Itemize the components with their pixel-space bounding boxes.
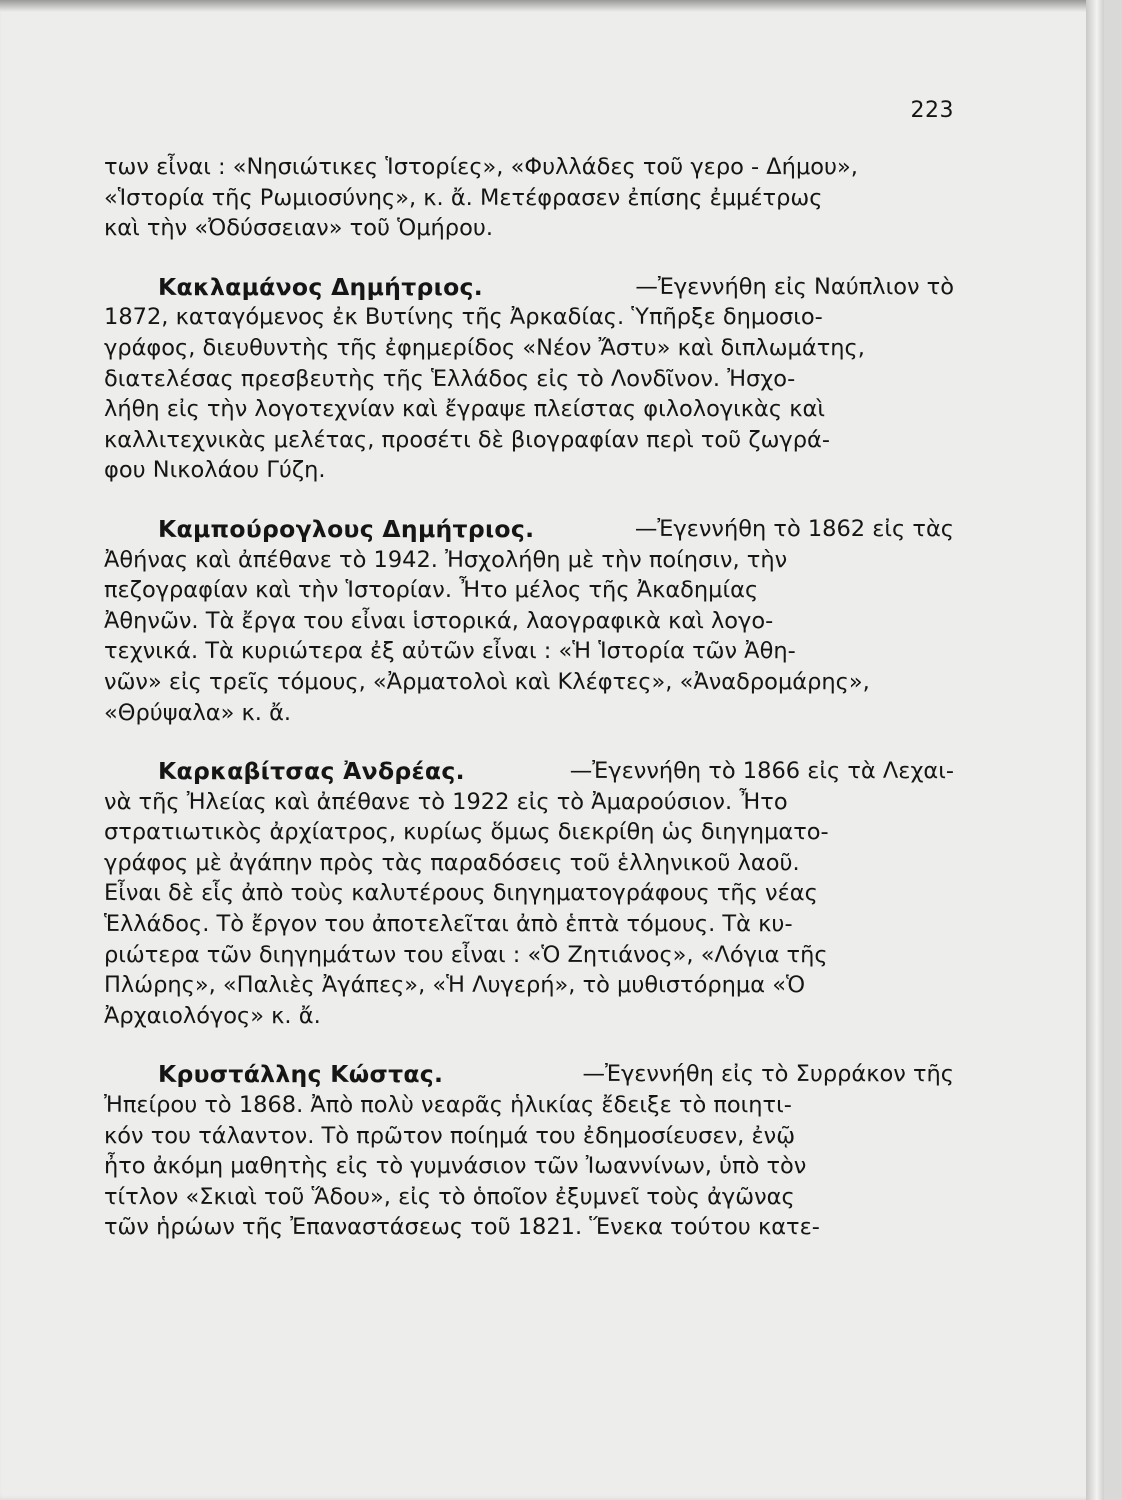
text-line: γράφος, διευθυντὴς τῆς ἐφημερίδος «Νέον Ἄστυ» καὶ διπλωμάτης, bbox=[104, 334, 865, 361]
text-line: Ἠπείρου τὸ 1868. Ἀπὸ πολὺ νεαρᾶς ἡλικίας ἔδειξε τὸ ποιητι- bbox=[104, 1092, 792, 1119]
text-line: Ἀρχαιολόγος» κ. ἄ. bbox=[104, 1002, 321, 1029]
entry-heading: Κακλαμάνος Δημήτριος. bbox=[158, 272, 483, 301]
entry-first-line bbox=[104, 272, 954, 303]
entry-heading: Καμπούρογλους Δημήτριος. bbox=[158, 514, 535, 543]
page-edge-shadow bbox=[1086, 0, 1104, 1500]
text-line: ριώτερα τῶν διηγημάτων του εἶναι : «Ὁ Ζητιάνος», «Λόγια τῆς bbox=[104, 941, 828, 968]
entry-first-line bbox=[104, 756, 954, 787]
text-line: 1872, καταγόμενος ἐκ Βυτίνης τῆς Ἀρκαδίας. Ὑπῆρξε δημοσιο- bbox=[104, 304, 823, 331]
text-segment: —Ἐγεννήθη εἰς τὸ Συρράκον τῆς bbox=[582, 1061, 954, 1088]
text-line: Πλώρης», «Παλιὲς Ἀγάπες», «Ἡ Λυγερή», τὸ μυθιστόρημα «Ὁ bbox=[104, 972, 806, 999]
text-line: φου Νικολάου Γύζη. bbox=[104, 457, 326, 484]
text-line: «Ἱστορία τῆς Ρωμιοσύνης», κ. ἄ. Μετέφρασεν ἐπίσης ἐμμέτρως bbox=[104, 184, 823, 211]
text-line: γράφος μὲ ἀγάπην πρὸς τὰς παραδόσεις τοῦ ἑλληνικοῦ λαοῦ. bbox=[104, 849, 800, 876]
text-line: τεχνικά. Τὰ κυριώτερα ἐξ αὐτῶν εἶναι : «Ἡ Ἱστορία τῶν Ἀθη- bbox=[104, 638, 796, 665]
text-line: πεζογραφίαν καὶ τὴν Ἱστορίαν. Ἦτο μέλος τῆς Ἀκαδημίας bbox=[104, 577, 759, 604]
text-line: στρατιωτικὸς ἀρχίατρος, κυρίως ὅμως διεκρίθη ὡς διηγηματο- bbox=[104, 819, 829, 846]
text-segment: —Ἐγεννήθη εἰς Ναύπλιον τὸ bbox=[635, 273, 954, 300]
text-line: διατελέσας πρεσβευτὴς τῆς Ἑλλάδος εἰς τὸ Λονδῖνον. Ἠσχο- bbox=[104, 365, 796, 392]
entry-kaklamanos bbox=[104, 272, 954, 486]
text-line: καλλιτεχνικὰς μελέτας, προσέτι δὲ βιογραφίαν περὶ τοῦ ζωγρά- bbox=[104, 426, 830, 453]
entry-kambouroglous bbox=[104, 514, 954, 728]
entry-krystallis bbox=[104, 1059, 954, 1243]
page-top-shadow bbox=[0, 0, 1104, 12]
text-line: «Θρύψαλα» κ. ἄ. bbox=[104, 699, 292, 726]
entry-heading: Καρκαβίτσας Ἀνδρέας. bbox=[158, 757, 465, 786]
text-line: των εἶναι : «Νησιώτικες Ἱστορίες», «Φυλλάδες τοῦ γερο - Δήμου», bbox=[104, 154, 858, 180]
text-line: κόν του τάλαντον. Τὸ πρῶτον ποίημά του ἐδημοσίευσεν, ἐνῷ bbox=[104, 1122, 796, 1149]
text-line: λήθη εἰς τὴν λογοτεχνίαν καὶ ἔγραψε πλείστας φιλολογικὰς καὶ bbox=[104, 396, 825, 423]
text-segment: —Ἐγεννήθη τὸ 1862 εἰς τὰς bbox=[634, 515, 954, 542]
entry-heading: Κρυστάλλης Κώστας. bbox=[158, 1060, 444, 1089]
text-line: Εἶναι δὲ εἷς ἀπὸ τοὺς καλυτέρους διηγηματογράφους τῆς νέας bbox=[104, 880, 818, 907]
text-line: Ἀθηνῶν. Τὰ ἔργα του εἶναι ἱστορικά, λαογραφικὰ καὶ λογο- bbox=[104, 607, 774, 634]
text-line: τίτλον «Σκιαὶ τοῦ Ἅδου», εἰς τὸ ὁποῖον ἐξυμνεῖ τοὺς ἀγῶνας bbox=[104, 1183, 795, 1210]
text-line: νῶν» εἰς τρεῖς τόμους, «Ἀρματολοὶ καὶ Κλέφτες», «Ἀναδρομάρης», bbox=[104, 668, 870, 695]
text-segment: —Ἐγεννήθη τὸ 1866 εἰς τὰ Λεχαι- bbox=[569, 758, 954, 785]
page-number: 223 bbox=[910, 98, 954, 123]
page-body bbox=[104, 152, 954, 1243]
text-line: ἦτο ἀκόμη μαθητὴς εἰς τὸ γυμνάσιον τῶν Ἰωαννίνων, ὑπὸ τὸν bbox=[104, 1153, 807, 1180]
entry-first-line bbox=[104, 514, 954, 545]
entry-first-line bbox=[104, 1059, 954, 1090]
text-line: Ἀθήνας καὶ ἀπέθανε τὸ 1942. Ἠσχολήθη μὲ τὴν ποίησιν, τὴν bbox=[104, 546, 788, 573]
entry-continuation bbox=[104, 152, 954, 244]
entry-karkavitsas bbox=[104, 756, 954, 1031]
text-line: νὰ τῆς Ἠλείας καὶ ἀπέθανε τὸ 1922 εἰς τὸ Ἀμαρούσιον. Ἦτο bbox=[104, 788, 788, 815]
text-line: τῶν ἡρώων τῆς Ἐπαναστάσεως τοῦ 1821. Ἕνεκα τούτου κατε- bbox=[104, 1214, 820, 1241]
text-line: Ἑλλάδος. Τὸ ἔργον του ἀποτελεῖται ἀπὸ ἑπτὰ τόμους. Τὰ κυ- bbox=[104, 911, 793, 938]
text-line: καὶ τὴν «Ὀδύσσειαν» τοῦ Ὁμήρου. bbox=[104, 215, 494, 242]
